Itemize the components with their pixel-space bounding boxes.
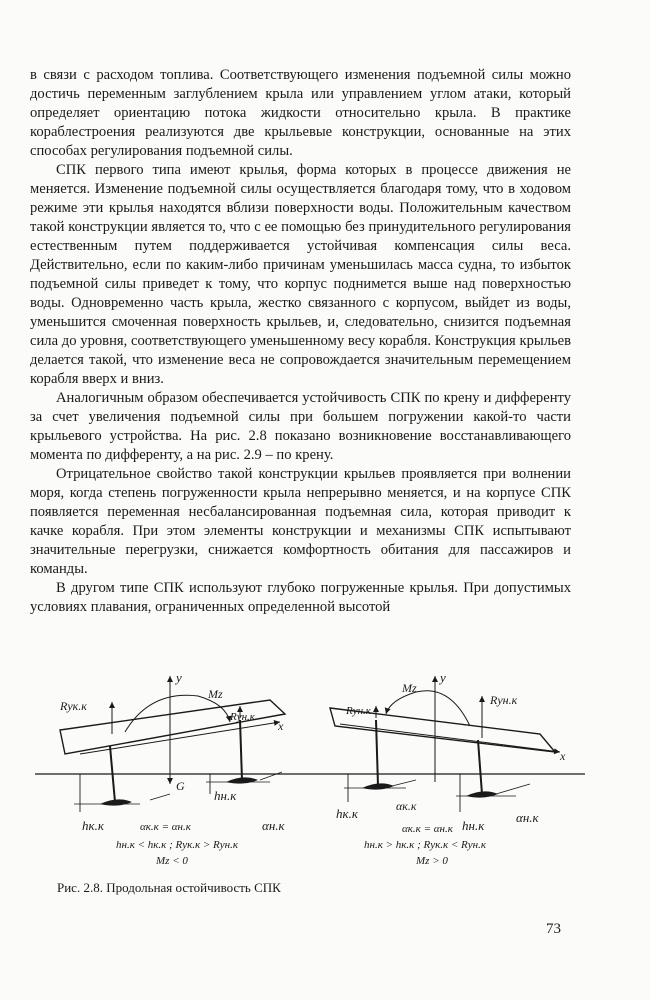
left-fore-foil [100,799,132,805]
right-x-label: x [560,749,566,763]
right-diagram [330,670,566,867]
stability-diagram [30,662,590,872]
right-h-aft-label: hн.к [462,818,485,833]
right-cond-1: αк.к = αн.к [402,823,453,835]
right-r-fore-label: Rун.к [346,705,371,717]
right-y-label: y [440,670,446,685]
right-moment-label: Mz [402,681,417,695]
left-moment-label: Mz [208,687,223,701]
left-g-label: G [176,779,185,793]
right-alpha-fore-label: αк.к [396,799,417,813]
left-alpha-label: αн.к [262,818,285,833]
left-h-fore-label: hк.к [82,818,104,833]
right-fore-foil [362,783,394,789]
right-h-fore-label: hк.к [336,806,358,821]
paragraph-4: Отрицательное свойство такой конструкции крыльев проявляется при волнении моря, когда степень погруженности крыла непрерывно меняется, и на корпусе СПК появляется переменная несбалансированная подъемная сила, которая приводит к качке корабля. При этом элементы конструкции и механизмы СПК испытывают значительные перегрузки, снижается комфортность обитания для пассажиров и команды. [30,466,571,577]
right-cond-2: hн.к > hк.к ; Rук.к < Rун.к [364,839,486,851]
left-diagram [59,670,286,867]
left-aft-foil [226,777,258,783]
paragraph-1: в связи с расходом топлива. Соответствующего изменения подъемной силы можно достичь переменным заглублением крыла или управлением углом атаки, который определяет ориентацию потока жидкости относительно крыла. В практике кораблестроения реализуются две крыльевые конструкции, основанные на этих способах регулирования подъемной силы. [30,67,571,159]
page-number: 73 [546,921,561,937]
right-aft-foil [466,791,498,797]
left-r-fore-label: Rук.к [60,699,87,713]
paragraph-3: Аналогичным образом обеспечивается устойчивость СПК по крену и дифференту за счет увеличения подъемной силы при большем погружении какой-то части крыльевого устройства. На рис. 2.8 показано возникновение восстанавливающего момента по дифференту, а на рис. 2.9 – по крену. [30,390,571,463]
figure-caption: Рис. 2.8. Продольная остойчивость СПК [57,880,281,895]
figure-2-8 [30,662,590,872]
body-text [30,66,571,617]
left-x-label: x [278,719,284,733]
left-r-aft-label: Rун.к [230,711,255,723]
left-y-label: y [176,670,182,685]
left-cond-2: hн.к < hк.к ; Rук.к > Rун.к [116,839,238,851]
paragraph-5: В другом типе СПК используют глубоко погруженные крылья. При допустимых условиях плавания, ограниченных определенной высотой [30,580,571,615]
right-alpha-aft-label: αн.к [516,810,539,825]
right-r-aft-label: Rун.к [490,693,518,707]
left-cond-1: αк.к = αн.к [140,821,191,833]
right-cond-3: Mz > 0 [416,855,448,867]
paragraph-2: СПК первого типа имеют крылья, форма которых в процессе движения не меняется. Изменение подъемной силы осуществляется благодаря тому, что в ходовом режиме эти крылья находятся вблизи поверхности воды. Положительным качеством такой конструкции является то, что с ее помощью без принудительного регулирования естественным путем поддерживается устойчивая компенсация силы веса. Действительно, если по каким-либо причинам уменьшилась масса судна, то избыток подъемной силы приведет к тому, что корпус поднимется выше над поверхностью воды. Одновременно часть крыла, жестко связанного с корпусом, выйдет из воды, уменьшится смоченная поверхность крыльев, и, следовательно, снизится подъемная сила до уровня, соответствующего уменьшенному весу корабля. Конструкция крыльев делается такой, что изменение веса не сопровождается значительным перемещением корабля вверх и вниз. [30,162,571,387]
left-cond-3: Mz < 0 [156,855,188,867]
left-h-aft-label: hн.к [214,788,237,803]
